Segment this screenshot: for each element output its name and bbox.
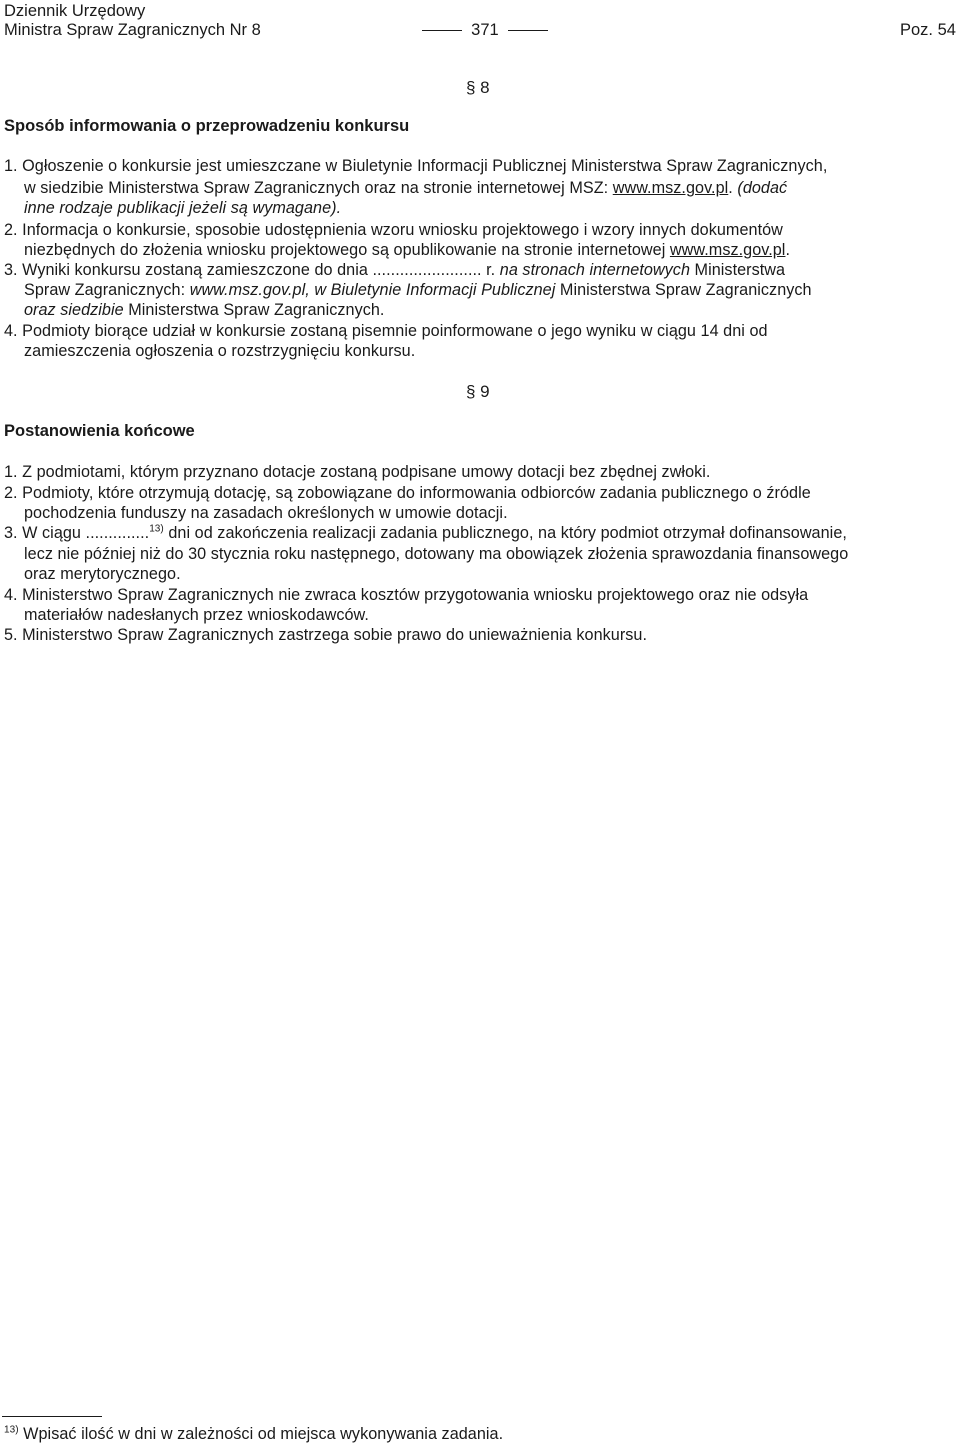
s8-p2-line2 [24, 240, 790, 260]
s8-p2-line1: 2. Informacja o konkursie, sposobie udostępnienia wzoru wniosku projektowego i wzory innych dokumentów [4, 221, 783, 239]
s8-p1-text: w siedzibie Ministerstwa Spraw Zagranicznych oraz na stronie internetowej MSZ: [24, 179, 613, 197]
dash-left [422, 30, 462, 31]
journal-title: Dziennik Urzędowy [4, 2, 146, 20]
s8-p4-line2: zamieszczenia ogłoszenia o rozstrzygnięciu konkursu. [24, 342, 416, 360]
section-9-symbol: § 9 [466, 382, 490, 401]
s9-p2-line2: pochodzenia funduszy na zasadach określonych w umowie dotacji. [24, 504, 508, 522]
dash-right [508, 30, 548, 31]
s8-p2-dot: . [785, 241, 791, 259]
s8-p1-line1: 1. Ogłoszenie o konkursie jest umieszczane w Biuletynie Informacji Publicznej Ministerstwa Spraw Zagranicznych, [4, 157, 828, 175]
section-9-title: Postanowienia końcowe [4, 422, 195, 440]
page-number: 371 [471, 21, 499, 39]
footnote-rule [2, 1416, 102, 1417]
position-number: Poz. 54 [900, 21, 956, 39]
s8-p3-l2-text-b: Ministerstwa Spraw Zagranicznych [555, 281, 812, 299]
s8-p1-line2 [24, 178, 787, 198]
s9-p4-line1: 4. Ministerstwo Spraw Zagranicznych nie zwraca kosztów przygotowania wniosku projektowego oraz nie odsyła [4, 586, 809, 604]
page-number-block [422, 21, 548, 40]
s8-p3-text-b: Ministerstwa [690, 261, 786, 279]
s8-p3-l3-text: Ministerstwa Spraw Zagranicznych. [123, 301, 385, 319]
s8-p3-line2 [24, 280, 812, 300]
s9-p4-line2: materiałów nadesłanych przez wnioskodawców. [24, 606, 369, 624]
s9-p5: 5. Ministerstwo Spraw Zagranicznych zastrzega sobie prawo do unieważnienia konkursu. [4, 626, 648, 644]
footnote [4, 1424, 503, 1444]
s9-p3-line3: oraz merytorycznego. [24, 565, 181, 583]
s9-p1: 1. Z podmiotami, którym przyznano dotacje zostaną podpisane umowy dotacji bez zbędnej zwłoki. [4, 463, 711, 481]
s8-p1-italic: (dodać [737, 179, 788, 197]
section-8-symbol: § 8 [466, 78, 490, 97]
msz-website-link-2[interactable]: www.msz.gov.pl [669, 241, 786, 259]
s8-p3-italic: na stronach internetowych [499, 261, 690, 279]
s8-p1-line3: inne rodzaje publikacji jeżeli są wymagane). [24, 199, 342, 217]
journal-subtitle: Ministra Spraw Zagranicznych Nr 8 [4, 21, 261, 39]
s8-p3-text: 3. Wyniki konkursu zostaną zamieszczone do dnia ........................ r. [4, 261, 500, 279]
s8-p1-dot: . [728, 179, 738, 197]
s9-p3-text: 3. W ciągu .............. [4, 524, 150, 542]
s8-p3-line3 [24, 300, 384, 320]
footnote-text: Wpisać ilość w dni w zależności od miejsca wykonywania zadania. [23, 1425, 504, 1443]
s9-p2-line1: 2. Podmioty, które otrzymują dotację, są zobowiązane do informowania odbiorców zadania publicznego o źródle [4, 484, 811, 502]
section-8-title: Sposób informowania o przeprowadzeniu konkursu [4, 117, 410, 135]
s8-p3-line1 [4, 260, 785, 280]
footnote-marker: 13) [4, 1424, 19, 1436]
s9-p3-line2: lecz nie później niż do 30 stycznia roku następnego, dotowany ma obowiązek złożenia sprawozdania finansowego [24, 545, 849, 563]
s8-p3-l2-italic: www.msz.gov.pl, w Biuletynie Informacji Publicznej [189, 281, 556, 299]
s8-p3-l2-text: Spraw Zagranicznych: [24, 281, 190, 299]
s8-p3-l3-italic: oraz siedzibie [24, 301, 124, 319]
footnote-ref: 13) [149, 523, 164, 535]
s8-p2-text: niezbędnych do złożenia wniosku projektowego są opublikowanie na stronie internetowej [24, 241, 670, 259]
msz-website-link[interactable]: www.msz.gov.pl [612, 179, 729, 197]
s9-p3-text-b: dni od zakończenia realizacji zadania publicznego, na który podmiot otrzymał dofinansowanie, [163, 524, 847, 542]
s9-p3-line1 [4, 523, 847, 543]
s8-p4-line1: 4. Podmioty biorące udział w konkursie zostaną pisemnie poinformowane o jego wyniku w ciągu 14 dni od [4, 322, 768, 340]
